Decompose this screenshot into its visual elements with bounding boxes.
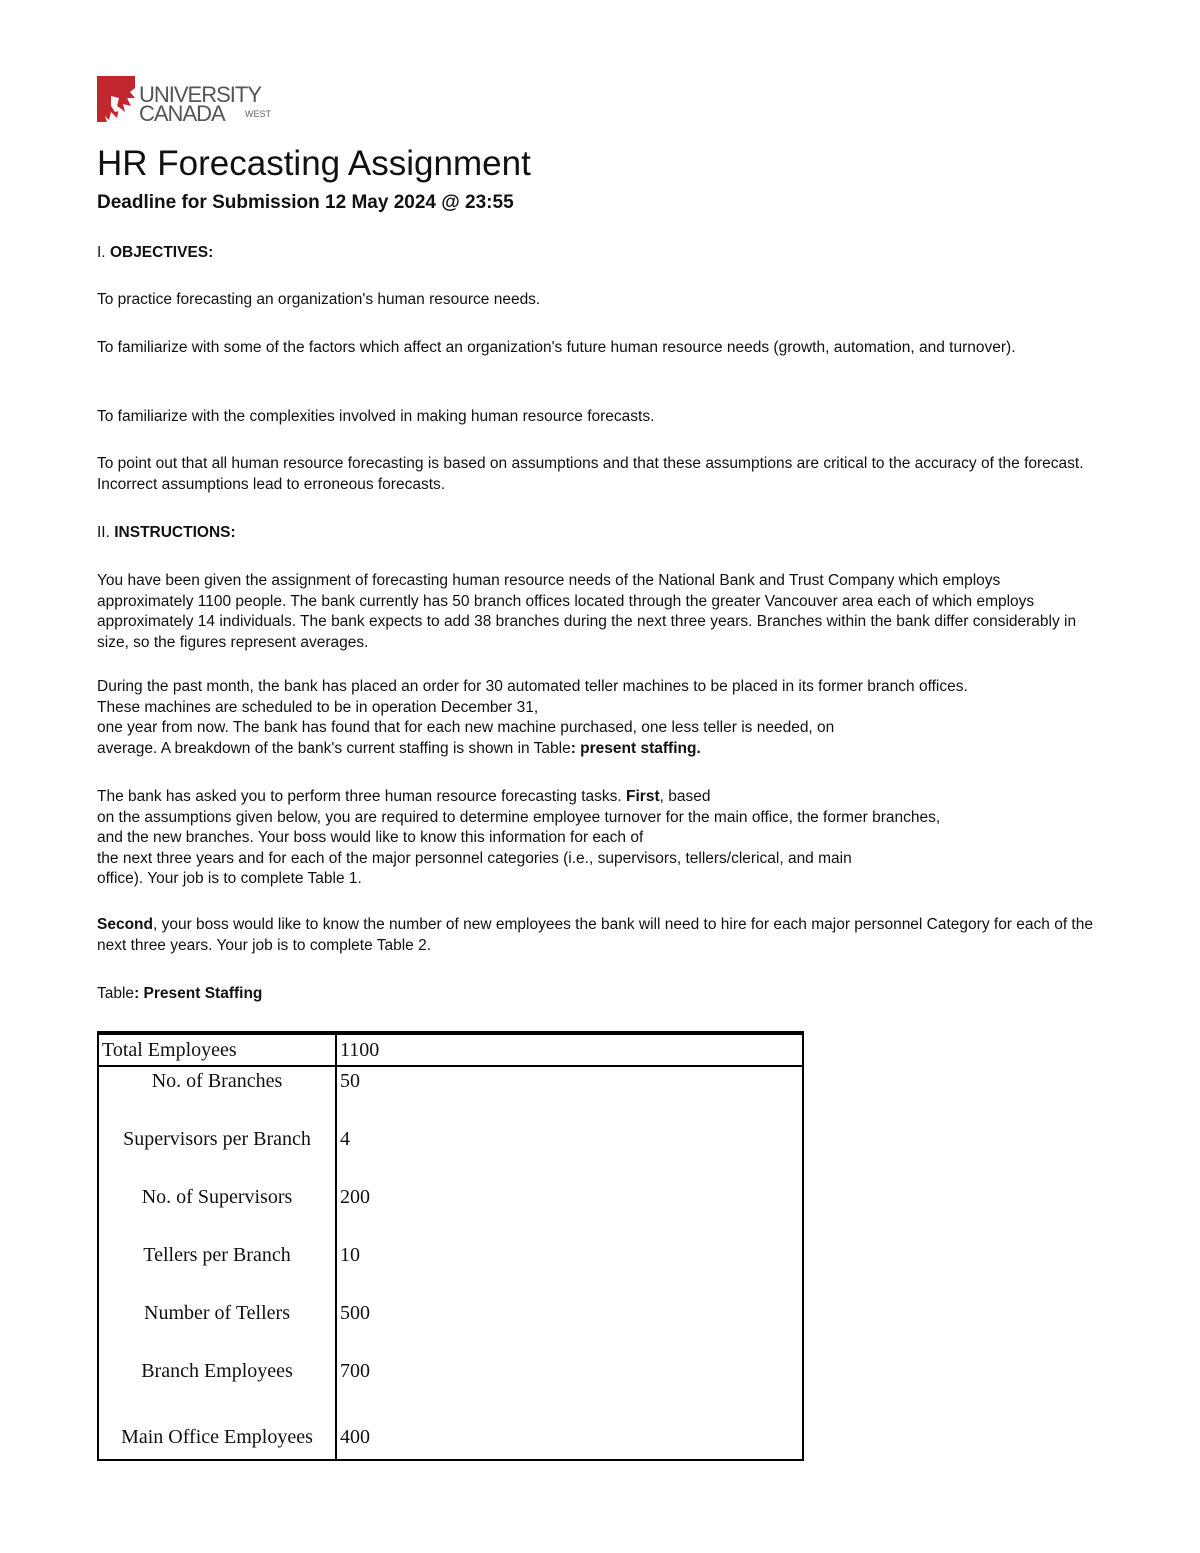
table-row xyxy=(98,1241,803,1299)
present-staffing-table xyxy=(97,1031,804,1461)
logo-wordmark-sub: WEST xyxy=(245,109,271,119)
maple-leaf-icon xyxy=(97,76,137,126)
objective-item: To practice forecasting an organization's human resource needs. xyxy=(97,291,541,308)
university-logo xyxy=(97,76,272,126)
instructions-heading: II. INSTRUCTIONS: xyxy=(97,524,236,541)
instructions-paragraph-3: The bank has asked you to perform three human resource forecasting tasks. First, based on the assumptions given below, you are required to determine employee turnover for the main office, the former branches, and the new branches. Your boss would like to know this information for each of the next three years and for each of the major personnel categories (i.e., supervisors, tellers/clerical, and main office). Your job is to complete Table 1. xyxy=(97,788,941,887)
table-header-row xyxy=(98,1033,803,1066)
table-cell-label: Number of Tellers xyxy=(98,1299,336,1357)
table-row xyxy=(98,1066,803,1125)
table-row xyxy=(98,1299,803,1357)
table-cell-label: No. of Branches xyxy=(98,1066,336,1125)
instructions-paragraph-2: During the past month, the bank has placed an order for 30 automated teller machines to be placed in its former branch offices. These machines are scheduled to be in operation December 31, one year from now. The bank has found that for each new machine purchased, one less teller is needed, on average. A breakdown of the bank's current staffing is shown in Table: present staffing. xyxy=(97,678,968,757)
instructions-paragraph-4: Second, your boss would like to know the number of new employees the bank will need to hire for each major personnel Category for each of the next three years. Your job is to complete Table 2. xyxy=(97,916,1093,954)
objective-item: To familiarize with some of the factors which affect an organization's future human resource needs (growth, automation, and turnover). xyxy=(97,339,1016,356)
table-row xyxy=(98,1357,803,1415)
table-cell-label: Tellers per Branch xyxy=(98,1241,336,1299)
table-cell-value: 200 xyxy=(340,1186,370,1208)
table-cell-value: 700 xyxy=(340,1360,370,1382)
objective-item: To familiarize with the complexities involved in making human resource forecasts. xyxy=(97,408,655,425)
table-cell-value: 4 xyxy=(340,1128,350,1150)
instructions-paragraph-1: You have been given the assignment of forecasting human resource needs of the National Bank and Trust Company which employs approximately 1100 people. The bank currently has 50 branch offices located through the greater Vancouver area each of which employs approximately 14 individuals. The bank expects to add 38 branches during the next three years. Branches within the bank differ considerably in size, so the figures represent averages. xyxy=(97,572,1077,651)
table-cell-value: 400 xyxy=(340,1425,370,1448)
deadline: Deadline for Submission 12 May 2024 @ 23:55 xyxy=(97,192,514,213)
table-cell-value: 10 xyxy=(340,1244,360,1266)
table-row xyxy=(98,1415,803,1460)
table-cell-value: 50 xyxy=(340,1070,360,1092)
logo-wordmark-line2: CANADA xyxy=(139,101,225,126)
objective-item: To point out that all human resource forecasting is based on assumptions and that these assumptions are critical to the accuracy of the forecast. Incorrect assumptions lead to erroneous forecasts. xyxy=(97,455,1084,493)
table-row xyxy=(98,1183,803,1241)
page-title: HR Forecasting Assignment xyxy=(97,144,531,183)
table-cell-label: No. of Supervisors xyxy=(98,1183,336,1241)
table-cell-value: 1100 xyxy=(336,1033,803,1066)
table-cell-value: 500 xyxy=(340,1302,370,1324)
logo-wordmark-line1: UNIVERSITY xyxy=(139,82,262,107)
table-row xyxy=(98,1125,803,1183)
table-cell-label: Branch Employees xyxy=(98,1357,336,1415)
table-caption: Table: Present Staffing xyxy=(97,985,263,1002)
objectives-heading: I. OBJECTIVES: xyxy=(97,244,214,261)
table-cell-label: Total Employees xyxy=(98,1033,336,1066)
table-cell-label: Supervisors per Branch xyxy=(98,1125,336,1183)
table-cell-label: Main Office Employees xyxy=(98,1415,336,1460)
